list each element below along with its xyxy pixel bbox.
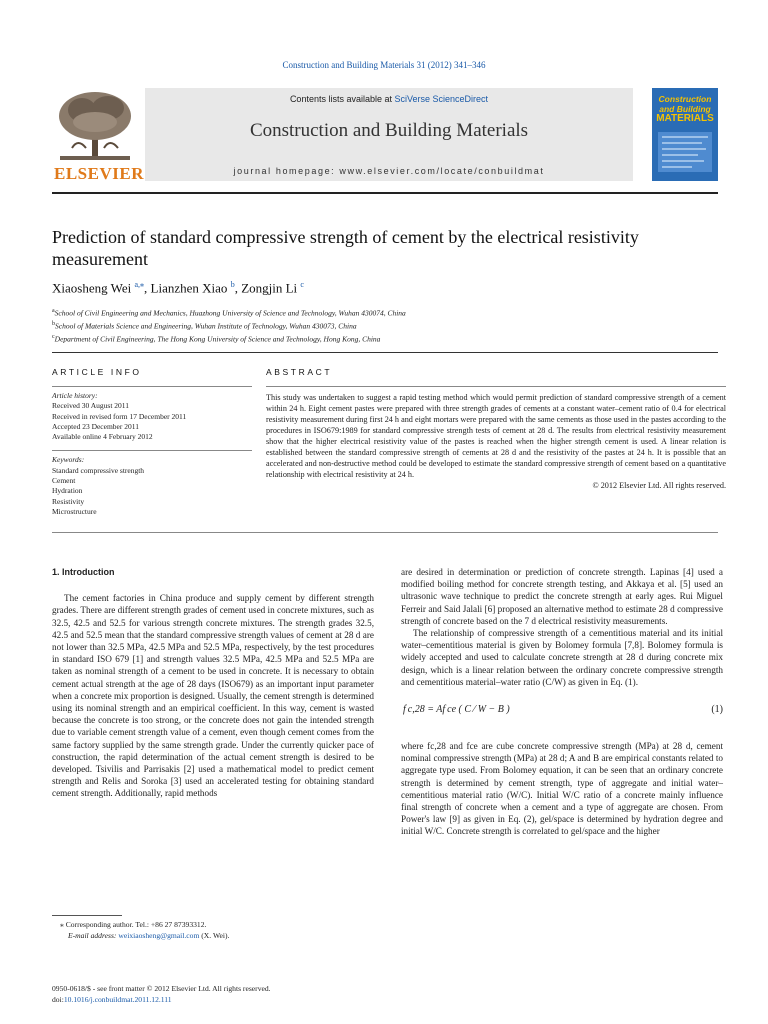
author-affiliation-mark[interactable]: c xyxy=(300,280,304,289)
equation-body: f c,28 = Af ce ( C ⁄ W − B ) xyxy=(403,704,510,716)
history-item: Accepted 23 December 2011 xyxy=(52,421,139,431)
body-paragraph: where fc,28 and fce are cube concrete compressive strength (MPa) at 28 d, cement nominal compressive strength (MPa) at 28 d; A and B are empirical constants related to aggregate type used. From Bolomey equation, it can be seen that an ordinary concrete strength is determined by cement strength, type of aggregate and initial water–cementitious material ratio (W/C). Initial W/C ratio of a concrete mainly influence final strength of concrete when a cement and a type of aggregate are chosen. From Power's law [9] as given in Eq. (2), gel/space is determined by hydration degree and initial W/C. Concrete strength is correlated to gel/space and the higher xyxy=(401,741,723,837)
abstract-heading: ABSTRACT xyxy=(266,367,333,377)
footnote xyxy=(52,919,374,941)
abstract-bottom-rule xyxy=(52,532,718,533)
article-info-panel xyxy=(52,386,252,517)
publisher-name: ELSEVIER xyxy=(54,164,144,183)
author-affiliation-mark[interactable]: a,⁎ xyxy=(134,280,145,289)
section-rule xyxy=(52,352,718,353)
sciencedirect-link[interactable]: SciVerse ScienceDirect xyxy=(394,94,489,104)
keyword-item: Hydration xyxy=(52,486,83,496)
equation-1 xyxy=(401,694,723,734)
journal-title: Construction and Building Materials xyxy=(249,120,529,141)
body-column-right xyxy=(401,566,723,838)
author-affiliation-mark[interactable]: b xyxy=(230,280,235,289)
affiliation-item: $^a$School of Civil Engineering and Mechanics, Huazhong University of Science and Technology, Wuhan 430074, China xyxy=(52,308,406,318)
email-link[interactable]: weixiaosheng@gmail.com xyxy=(118,931,200,940)
doi-link[interactable]: 10.1016/j.conbuildmat.2011.12.111 xyxy=(63,994,172,1004)
author-name[interactable]: Xiaosheng Wei xyxy=(52,280,132,296)
info-divider xyxy=(52,450,252,451)
affiliation-list xyxy=(52,306,406,345)
article-info-heading: ARTICLE INFO xyxy=(52,367,142,377)
abstract-text: This study was undertaken to suggest a rapid testing method which would permit prediction of standard compressive strength of a cement within 24 h. Eight cement pastes were prepared with three strength grades of cements at a constant water–cement ratio of 0.4 for electrical resistivity measurement during first 24 h and eight mortars were prepared with the same cements as those used in the pastes according to the procedures in ISO679:1989 for standard compressive strength tests of cement at 28 d. The results from electrical resistivity measurement show that the higher electrical resistivity value of the pastes is reached when the higher strength cement is used. A linear relation is established between the standard compressive strength of cements at 28 d and the resistivity of the pastes at 24 h. It is possible that an accelerated and non-destructive method could be developed to estimate the standard compressive strength of cement based on a quantitative relationship with electrical resistivity at 24 h. xyxy=(266,393,726,480)
contents-line: Contents lists available at SciVerse ScienceDirect xyxy=(289,94,489,104)
keywords-label: Keywords: xyxy=(52,455,85,465)
body-paragraph: The relationship of compressive strength of a cementitious material and its initial water–cementitious material is given by Bolomey formula [7,8]. Bolomey formula is widely accepted and used to calculate concrete strength at 28 d during concrete mix design, which is a linear relation between the ordinary concrete compressive strength and cementitious material–water ratio (C/W) as given in Eq. (1). xyxy=(401,628,723,687)
email-line: E-mail address: weixiaosheng@gmail.com (X. Wei). xyxy=(68,931,230,940)
masthead xyxy=(52,88,718,188)
keyword-item: Resistivity xyxy=(52,496,85,506)
cover-title: Construction and Building MATERIALS xyxy=(656,94,714,124)
journal-cover-thumbnail[interactable] xyxy=(652,88,718,181)
keywords xyxy=(52,455,252,517)
author-list: Xiaosheng Wei $^{a,⁎}$, Lianzhen Xiao $^b$, Zongjin Li $^c$ xyxy=(52,280,304,296)
journal-banner xyxy=(145,88,633,181)
body-paragraph: are desired in determination or prediction of concrete strength. Lapinas [4] used a modified boiling method for concrete strength testing, and Akkaya et al. [5] used an ultrasonic wave technique to predict the concrete strength at early ages. Rui Miguel Ferreir and Said Jalali [6] proposed an alternative method to estimate 28 d compressive strength of concrete based on the 7 d electrical resistivity measurements. xyxy=(401,567,723,626)
journal-homepage[interactable]: journal homepage: www.elsevier.com/locate/conbuildmat xyxy=(233,166,545,176)
history-label: Article history: xyxy=(52,391,98,400)
keyword-item: Standard compressive strength xyxy=(52,465,145,475)
footnote-rule xyxy=(52,915,122,916)
section-heading: 1. Introduction xyxy=(52,567,115,577)
issn-line: 0950-0618/$ - see front matter © 2012 Elsevier Ltd. All rights reserved. xyxy=(52,984,271,993)
copyright-line: © 2012 Elsevier Ltd. All rights reserved. xyxy=(592,481,726,491)
cover-art-icon xyxy=(658,132,712,172)
article-history xyxy=(52,391,252,442)
corresponding-author-note: ⁎ Corresponding author. Tel.: +86 27 87393312. xyxy=(60,920,207,929)
body-column-left xyxy=(52,566,374,800)
affiliation-item: $^b$School of Materials Science and Engineering, Wuhan Institute of Technology, Wuhan 430073, China xyxy=(52,321,357,331)
doi-line: doi:10.1016/j.conbuildmat.2011.12.111 xyxy=(52,994,172,1004)
history-item: Received in revised form 17 December 2011 xyxy=(52,411,187,421)
history-item: Received 30 August 2011 xyxy=(52,401,130,411)
publication-info xyxy=(52,984,271,1005)
keyword-item: Microstructure xyxy=(52,506,97,516)
keyword-item: Cement xyxy=(52,476,76,486)
affiliation-item: $^c$Department of Civil Engineering, The Hong Kong University of Science and Technology, Hong Kong, China xyxy=(52,334,381,344)
header-rule xyxy=(52,192,718,194)
journal-citation[interactable]: Construction and Building Materials 31 (2012) 341–346 xyxy=(282,60,486,70)
equation-number: (1) xyxy=(711,704,723,716)
body-paragraph: The cement factories in China produce and supply cement by different strength grades. There are different strength grades of cement used in concrete mixtures, such as 32.5, 42.5 and 52.5 for various strength concrete mixtures. The strength grades 32.5, 42.5 and 52.5 mean that the standard compressive strength values of cement at 28 d are not lower than 32.5 MPa, 42.5 MPa and 52.5 MPa, respectively, by the test procedures in standard ISO 679 [1] and strength values 32.5 MPa, 42.5 MPa and 52.5 MPa are taken as nominal strength of a cement to be used in concrete. It is necessary to obtain cement actual strength at the age of 28 days (ISO679) as an important input parameter when a concrete mix proportion is designed. Usually, the cement strength is determined using its nominal strength and an empirical coefficient. In this way, cement is wasted because the concrete is too strong, or the concrete does not gain the intended strength due to variable cement strength value of a cement, even though cement comes from the same factory supplied by the same strength grade. Under the currently quicker pace of construction, the rapid determination of the actual cement strength is desired to be developed. Tsivilis and Parrisakis [2] used a mathematical model to predict cement strength and Relis and Soroka [3] used an accelerated testing for obtaining standard cement strength. Additionally, rapid methods xyxy=(52,593,374,799)
history-item: Available online 4 February 2012 xyxy=(52,432,153,442)
abstract-panel xyxy=(266,386,726,491)
article-title: Prediction of standard compressive strength of cement by the electrical resistivity measurement xyxy=(52,227,639,269)
author-name[interactable]: Zongjin Li xyxy=(241,280,298,296)
author-name[interactable]: Lianzhen Xiao xyxy=(150,280,228,296)
